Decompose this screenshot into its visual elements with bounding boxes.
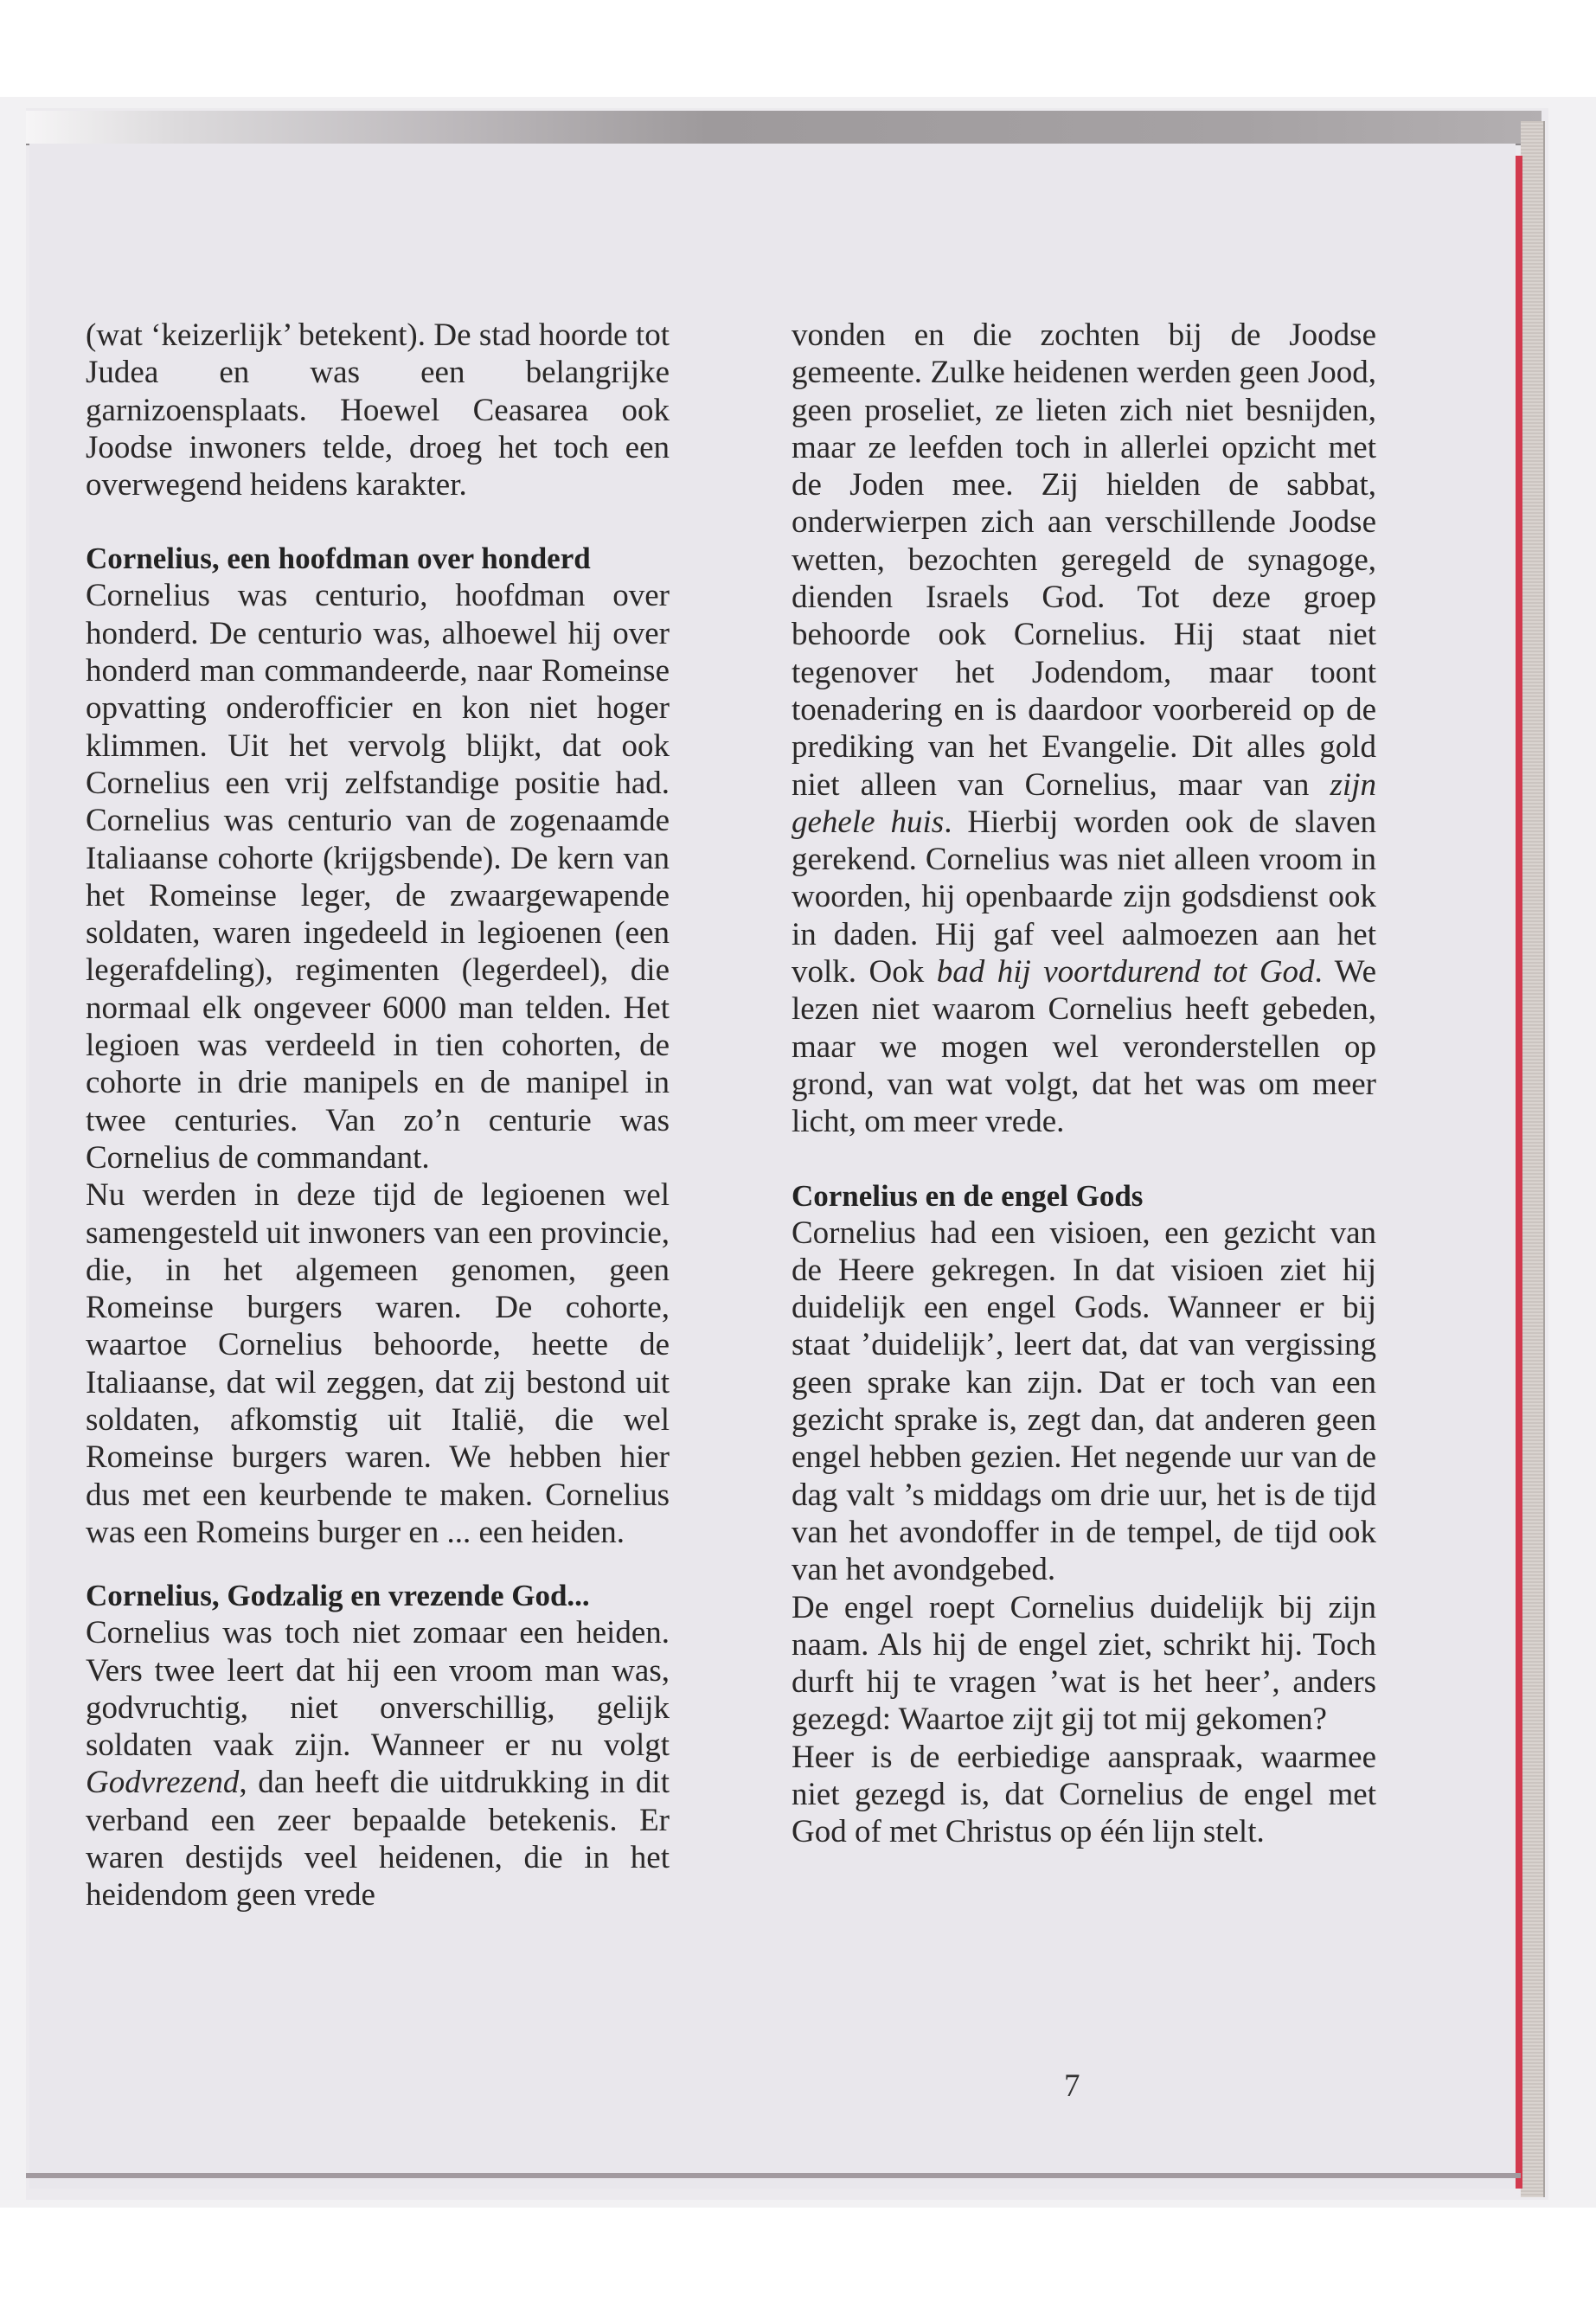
text-segment: , dan heeft die uitdrukking in dit verband een zeer bepaalde betekenis. Er waren destijds veel heidenen, die in het heidendom geen vrede — [86, 1765, 670, 1913]
book-bottom-edge — [26, 2173, 1521, 2178]
paragraph-godvrezend — [86, 1614, 670, 1913]
text-segment: . We lezen niet waarom Cornelius heeft gebeden, maar we mogen wel veronderstellen op grond, van wat volgt, dat het was om meer licht, om meer vrede. — [792, 954, 1376, 1140]
paragraph-continuation — [792, 317, 1376, 1141]
paragraph-visioen: Cornelius had een visioen, een gezicht van de Heere gekregen. In dat visioen ziet hij duidelijk een engel Gods. Wanneer er bij staat ’duidelijk’, leert dat, dat van vergissing geen sprake kan zijn. Dat er toch van een gezicht sprake is, zegt dan, dat anderen geen engel hebben gezien. Het negende uur van de dag valt ’s middags om drie uur, het is de tijd van het avondoffer in de tempel, de tijd ook van het avondgebed. — [792, 1215, 1376, 1588]
intro-paragraph: (wat ‘keizerlijk’ betekent). De stad hoorde tot Judea en was een belangrijke garnizoensplaats. Hoewel Ceasarea ook Joodse inwoners telde, droeg het toch een overwegend heidens karakter. — [86, 317, 670, 503]
paragraph-naam: De engel roept Cornelius duidelijk bij zijn naam. Als hij de engel ziet, schrikt hij. Toch durft hij te vragen ’wat is het heer’, anders gezegd: Waartoe zijt gij tot mij gekomen? — [792, 1589, 1376, 1738]
italic-term-gehele-huis: zijn gehele huis — [792, 766, 1376, 840]
paragraph-heer: Heer is de eerbiedige aanspraak, waarmee niet gezegd is, dat Cornelius de engel met God of met Christus op één lijn stelt. — [792, 1739, 1376, 1850]
book-top-cloth-edge — [26, 111, 1542, 145]
paragraph-centurio: Cornelius was centurio, hoofdman over honderd. De centurio was, alhoewel hij over honderd man commandeerde, naar Romeinse opvatting onderofficier en kon niet hoger klimmen. Uit het vervolg blijkt, dat ook Cornelius een vrij zelfstandige positie had. Cornelius was centurio van de zogenaamde Italiaanse cohorte (krijgsbende). De kern van het Romeinse leger, de zwaargewapende soldaten, waren ingedeeld in legioenen (een legerafdeling), regimenten (legerdeel), die normaal elk ongeveer 6000 man telden. Het legioen was verdeeld in tien cohorten, de cohorte in drie manipels en de manipel in twee centuries. Van zo’n centurie was Cornelius de commandant. — [86, 578, 670, 1176]
text-segment: vonden en die zochten bij de Joodse gemeente. Zulke heidenen werden geen Jood, geen proseliet, ze lieten zich niet besnijden, maar ze leefden toch in allerlei opzicht met de Joden mee. Zij hielden de sabbat, onderwierpen zich aan verschillende Joodse wetten, bezochten geregeld de synagoge, dienden Israels God. Tot deze groep behoorde ook Cornelius. Hij staat niet tegenover het Jodendom, maar toont toenadering en is daardoor voorbereid op de prediking van het Evangelie. Dit alles gold niet alleen van Cornelius, maar van — [792, 317, 1376, 803]
section-heading-engel: Cornelius en de engel Gods — [792, 1178, 1144, 1213]
italic-term-bad-hij: bad hij voortdurend tot God — [936, 954, 1315, 990]
section-heading-hoofdman: Cornelius, een hoofdman over honderd — [86, 542, 591, 576]
right-column — [792, 317, 1376, 1851]
red-page-edge — [1516, 156, 1522, 2189]
page-number: 7 — [1064, 2068, 1080, 2104]
book-right-cloth-edge — [1521, 121, 1545, 2197]
text-segment: Cornelius was toch niet zomaar een heiden. Vers twee leert dat hij een vroom man was, godvruchtig, niet onverschillig, gelijk soldaten vaak zijn. Wanneer er nu volgt — [86, 1615, 670, 1764]
italic-term-godvrezend: Godvrezend — [86, 1765, 240, 1801]
left-column — [86, 317, 670, 1914]
section-heading-godzalig: Cornelius, Godzalig en vrezende God... — [86, 1579, 590, 1613]
paragraph-legioenen: Nu werden in deze tijd de legioenen wel samengesteld uit inwoners van een provincie, die, in het algemeen genomen, geen Romeinse burgers waren. De cohorte, waartoe Cornelius behoorde, heette de Italiaanse, dat wil zeggen, dat zij bestond uit soldaten, afkomstig uit Italië, die wel Romeinse burgers waren. We hebben hier dus met een keurbende te maken. Cornelius was een Romeins burger en ... een heiden. — [86, 1177, 670, 1550]
text-segment: . Hierbij worden ook de slaven gerekend. Cornelius was niet alleen vroom in woorden, hij openbaarde zijn godsdienst ook in daden. Hij gaf veel aalmoezen aan het volk. Ook — [792, 804, 1376, 990]
